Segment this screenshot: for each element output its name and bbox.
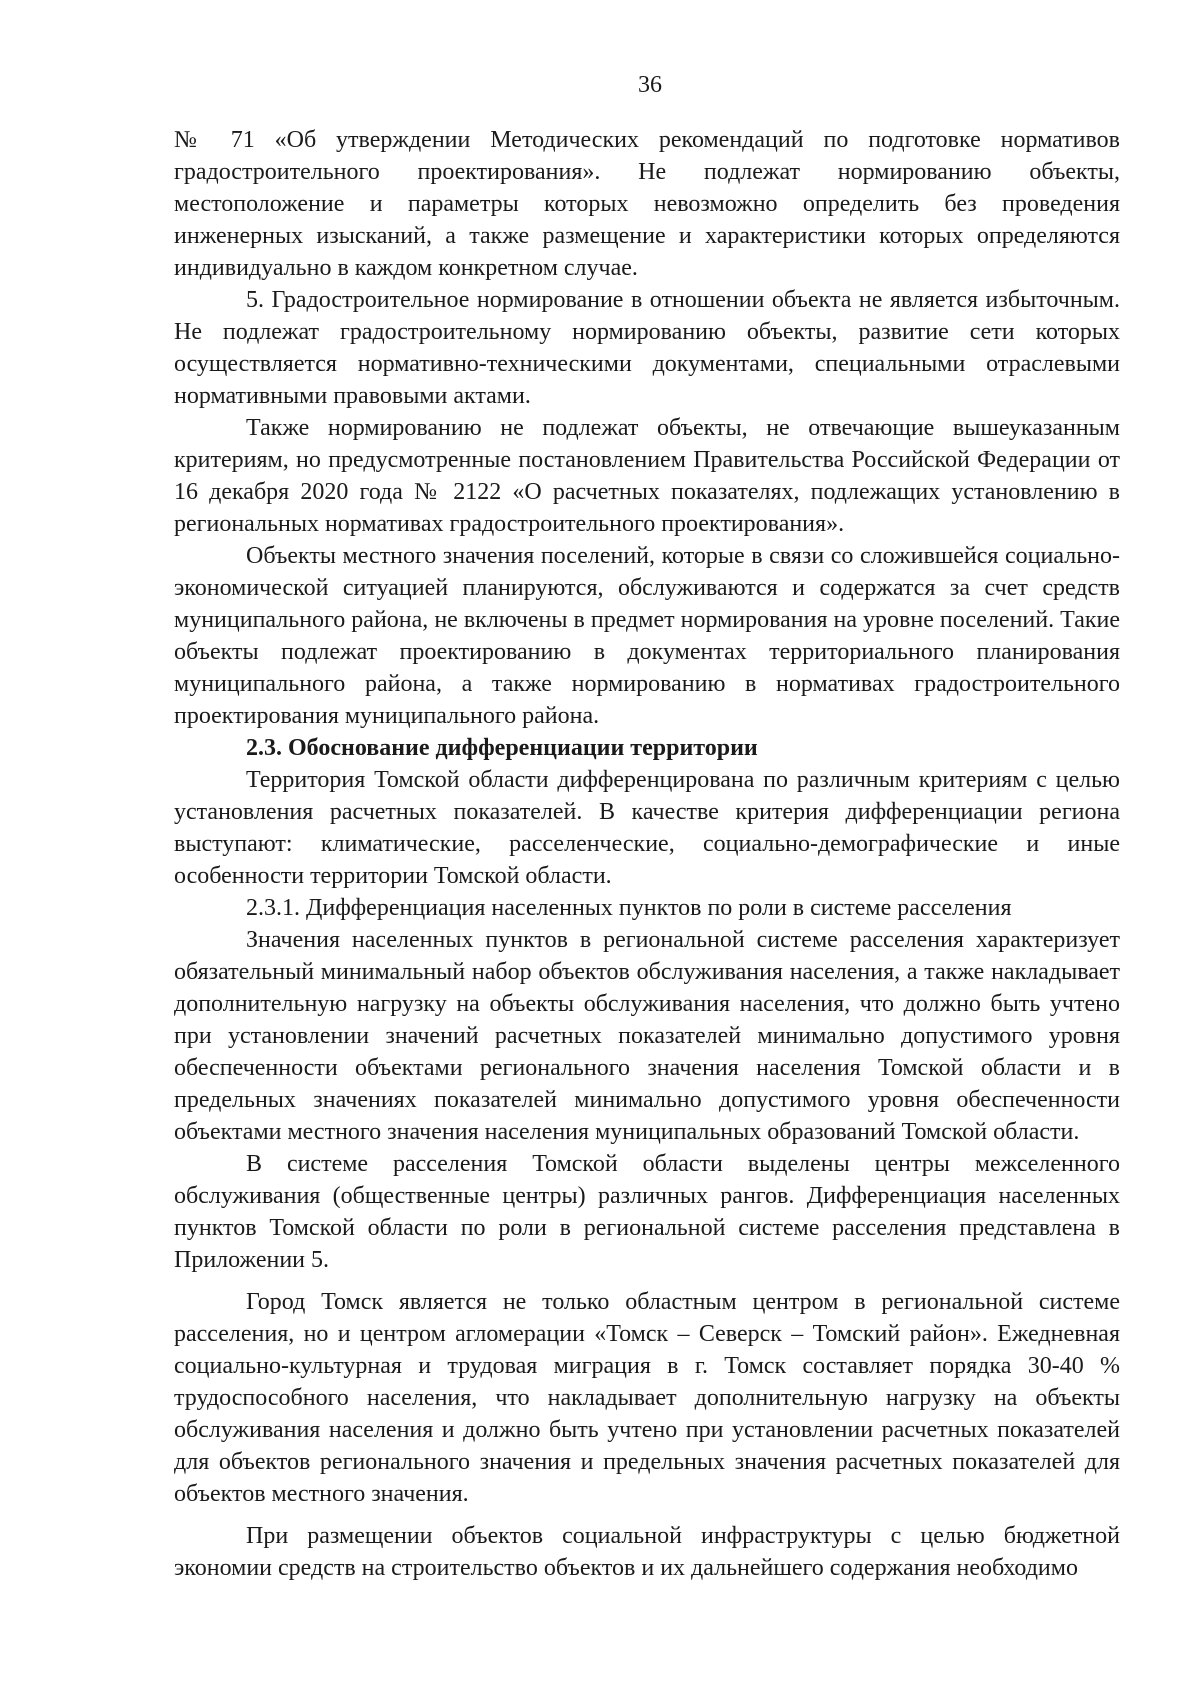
paragraph-local-objects: Объекты местного значения поселений, которые в связи со сложившейся социально-экономической ситуацией планируются, обслуживаются и содержатся за счет средств муниципального района, не включены в предмет нормирования на уровне поселений. Такие объекты подлежат проектированию в документах территориального планирования муниципального района, а также нормированию в нормативах градостроительного проектирования муниципального района. [174,543,1120,729]
page-number: 36 [638,72,662,98]
paragraph-territory-differentiation: Территория Томской области дифференцирована по различным критериям с целью установления расчетных показателей. В качестве критерия дифференциации региона выступают: климатические, расселенческие, социально-демографические и иные особенности территории Томской области. [174,767,1120,889]
document-body [174,124,1120,1584]
paragraph-service-centers: В системе расселения Томской области выделены центры межселенного обслуживания (общественные центры) различных рангов. Дифференциация населенных пунктов Томской области по роли в региональной системе расселения представлена в Приложении 5. [174,1151,1120,1273]
paragraph-exclusions: Также нормированию не подлежат объекты, не отвечающие вышеуказанным критериям, но предусмотренные постановлением Правительства Российской Федерации от 16 декабря 2020 года № 2122 «О расчетных показателях, подлежащих установлению в региональных нормативах градостроительного проектирования». [174,415,1120,537]
paragraph-social-infrastructure: При размещении объектов социальной инфраструктуры с целью бюджетной экономии средств на строительство объектов и их дальнейшего содержания необходимо [174,1523,1120,1581]
paragraph-settlement-values: Значения населенных пунктов в региональной системе расселения характеризует обязательный минимальный набор объектов обслуживания населения, а также накладывает дополнительную нагрузку на объекты обслуживания населения, что должно быть учтено при установлении значений расчетных показателей минимально допустимого уровня обеспеченности объектами регионального значения населения Томской области и в предельных значениях показателей минимально допустимого уровня обеспеченности объектами местного значения населения муниципальных образований Томской области. [174,927,1120,1145]
paragraph-continuation: № 71 «Об утверждении Методических рекомендаций по подготовке нормативов градостроительного проектирования». Не подлежат нормированию объекты, местоположение и параметры которых невозможно определить без проведения инженерных изысканий, а также размещение и характеристики которых определяются индивидуально в каждом конкретном случае. [174,127,1120,281]
paragraph-tomsk-city: Город Томск является не только областным центром в региональной системе расселения, но и центром агломерации «Томск – Северск – Томский район». Ежедневная социально-культурная и трудовая миграция в г. Томск составляет порядка 30-40 % трудоспособного населения, что накладывает дополнительную нагрузку на объекты обслуживания населения и должно быть учтено при установлении расчетных показателей для объектов регионального значения и предельных значения расчетных показателей для объектов местного значения. [174,1289,1120,1507]
paragraph-item-5: 5. Градостроительное нормирование в отношении объекта не является избыточным. Не подлежат градостроительному нормированию объекты, развитие сети которых осуществляется нормативно-техническими документами, специальными отраслевыми нормативными правовыми актами. [174,287,1120,409]
subsection-heading-2-3-1: 2.3.1. Дифференциация населенных пунктов по роли в системе расселения [246,895,1012,921]
section-heading-2-3: 2.3. Обоснование дифференциации территории [246,735,758,761]
